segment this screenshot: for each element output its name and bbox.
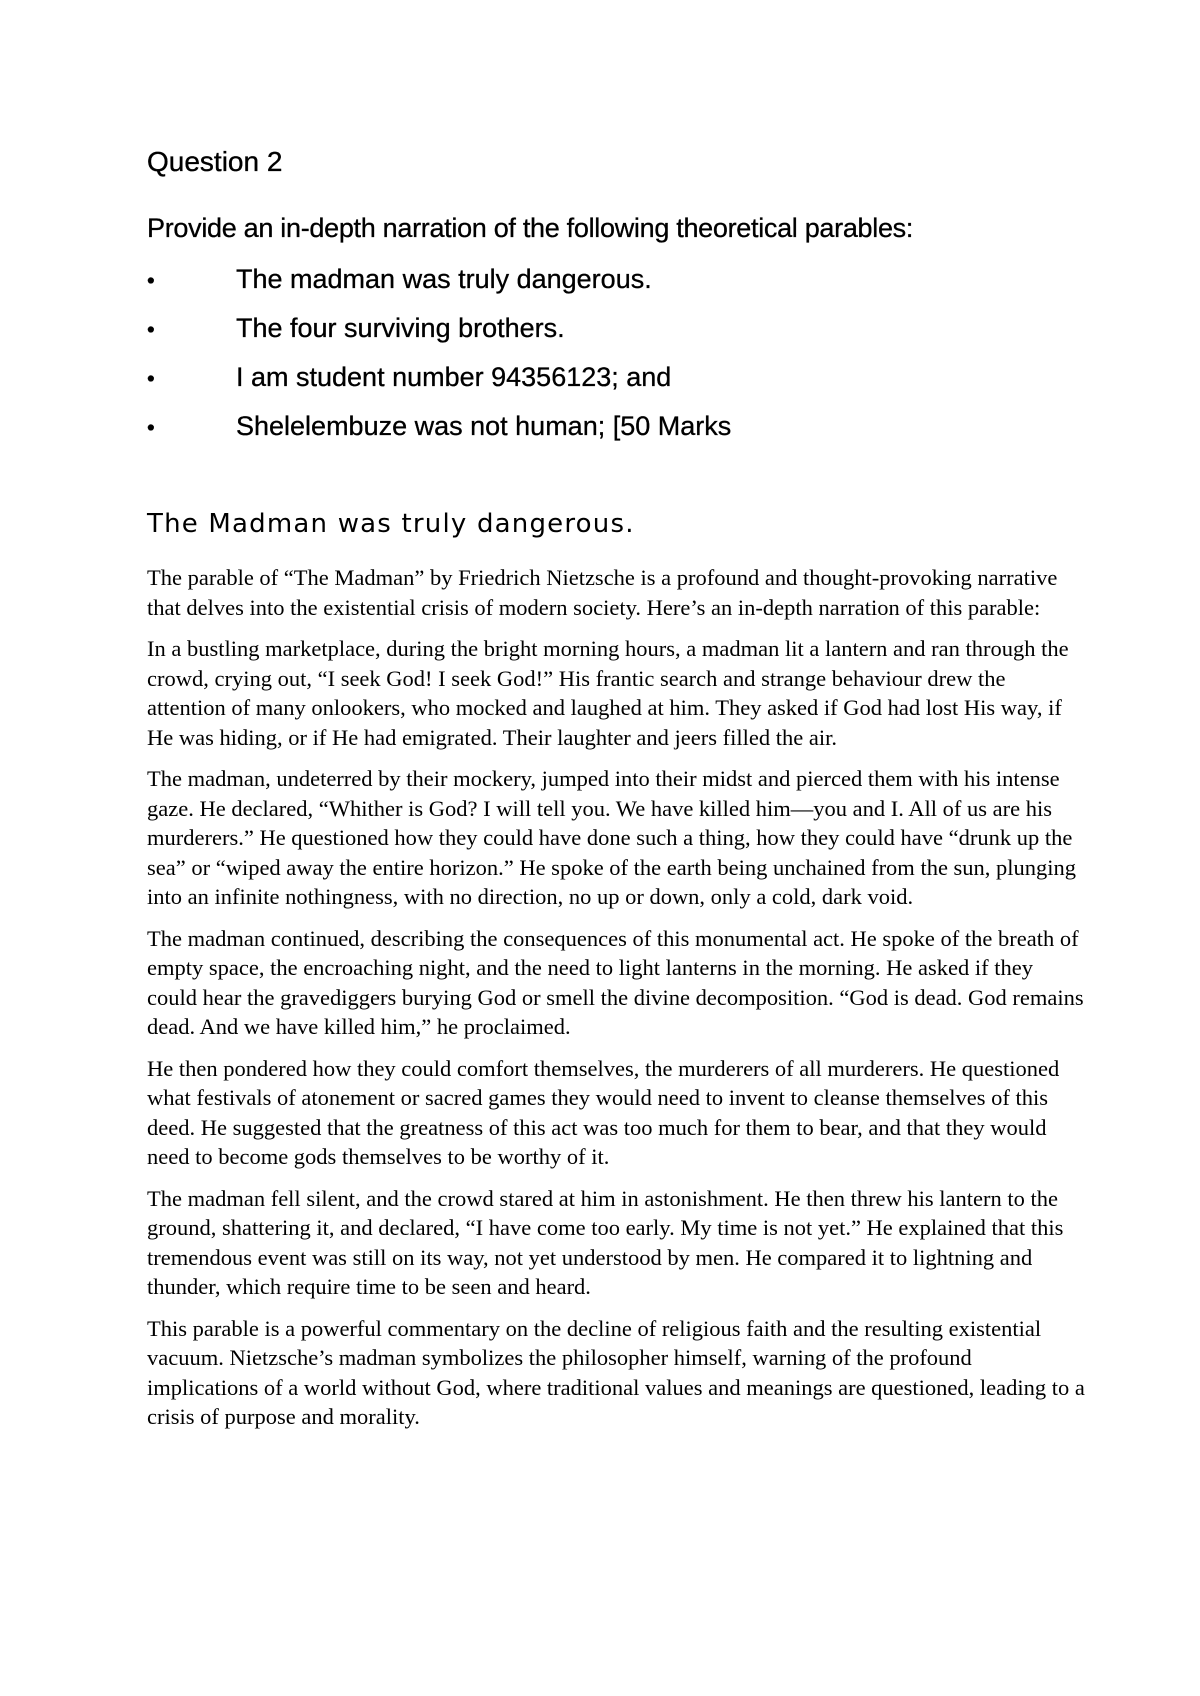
bullet-icon: • (147, 415, 155, 440)
paragraph: The parable of “The Madman” by Friedrich Nietzsche is a profound and thought-provoking narrative that delves into the existential crisis of modern society. Here’s an in-depth narration of this parable: (147, 565, 1058, 620)
bullet-icon: • (147, 366, 155, 391)
paragraph: The madman, undeterred by their mockery, jumped into their midst and pierced them with his intense gaze. He declared, “Whither is God? I will tell you. We have killed him—you and I. All of us are his murderers.” He questioned how they could have done such a thing, how they could have “drunk up the sea” or “wiped away the entire horizon.” He spoke of the earth being unchained from the sun, plunging into an infinite nothingness, with no direction, no up or down, only a cold, dark void. (147, 766, 1077, 909)
list-item-text: Shelelembuze was not human; [50 Marks (236, 411, 732, 441)
paragraph: In a bustling marketplace, during the bright morning hours, a madman lit a lantern and ran through the crowd, crying out, “I seek God! I seek God!” His frantic search and strange behaviour drew the attention of many onlookers, who mocked and laughed at him. They asked if God had lost His way, if He was hiding, or if He had emigrated. Their laughter and jeers filled the air. (147, 636, 1069, 750)
list-item-text: The madman was truly dangerous. (236, 264, 652, 294)
list-item-text: I am student number 94356123; and (236, 362, 672, 392)
list-item-text: The four surviving brothers. (236, 313, 565, 343)
list-item (147, 411, 731, 460)
paragraph: The madman continued, describing the consequences of this monumental act. He spoke of the breath of empty space, the encroaching night, and the need to light lanterns in the morning. He asked if they could hear the gravediggers burying God or smell the divine decomposition. “God is dead. God remains dead. And we have killed him,” he proclaimed. (147, 925, 1084, 1039)
paragraph: He then pondered how they could comfort themselves, the murderers of all murderers. He questioned what festivals of atonement or sacred games they would need to invent to cleanse themselves of this deed. He suggested that the greatness of this act was too much for them to bear, and that they would need to become gods themselves to be worthy of it. (147, 1055, 1060, 1169)
paragraph: The madman fell silent, and the crowd stared at him in astonishment. He then threw his lantern to the ground, shattering it, and declared, “I have come too early. My time is not yet.” He explained that this tremendous event was still on its way, not yet understood by men. He compared it to lightning and thunder, which require time to be seen and heard. (147, 1185, 1064, 1299)
list-item (147, 362, 731, 411)
list-item (147, 313, 731, 362)
list-item (147, 264, 731, 313)
question-instruction: Provide an in-depth narration of the following theoretical parables: (147, 213, 914, 243)
parable-list (147, 264, 731, 460)
section-heading: The Madman was truly dangerous. (147, 509, 635, 539)
section-body (147, 563, 1087, 1444)
question-title: Question 2 (147, 146, 283, 177)
bullet-icon: • (147, 317, 155, 342)
paragraph: This parable is a powerful commentary on the decline of religious faith and the resulting existential vacuum. Nietzsche’s madman symbolizes the philosopher himself, warning of the profound implications of a world without God, where traditional values and meanings are questioned, leading to a crisis of purpose and morality. (147, 1315, 1085, 1429)
bullet-icon: • (147, 268, 155, 293)
